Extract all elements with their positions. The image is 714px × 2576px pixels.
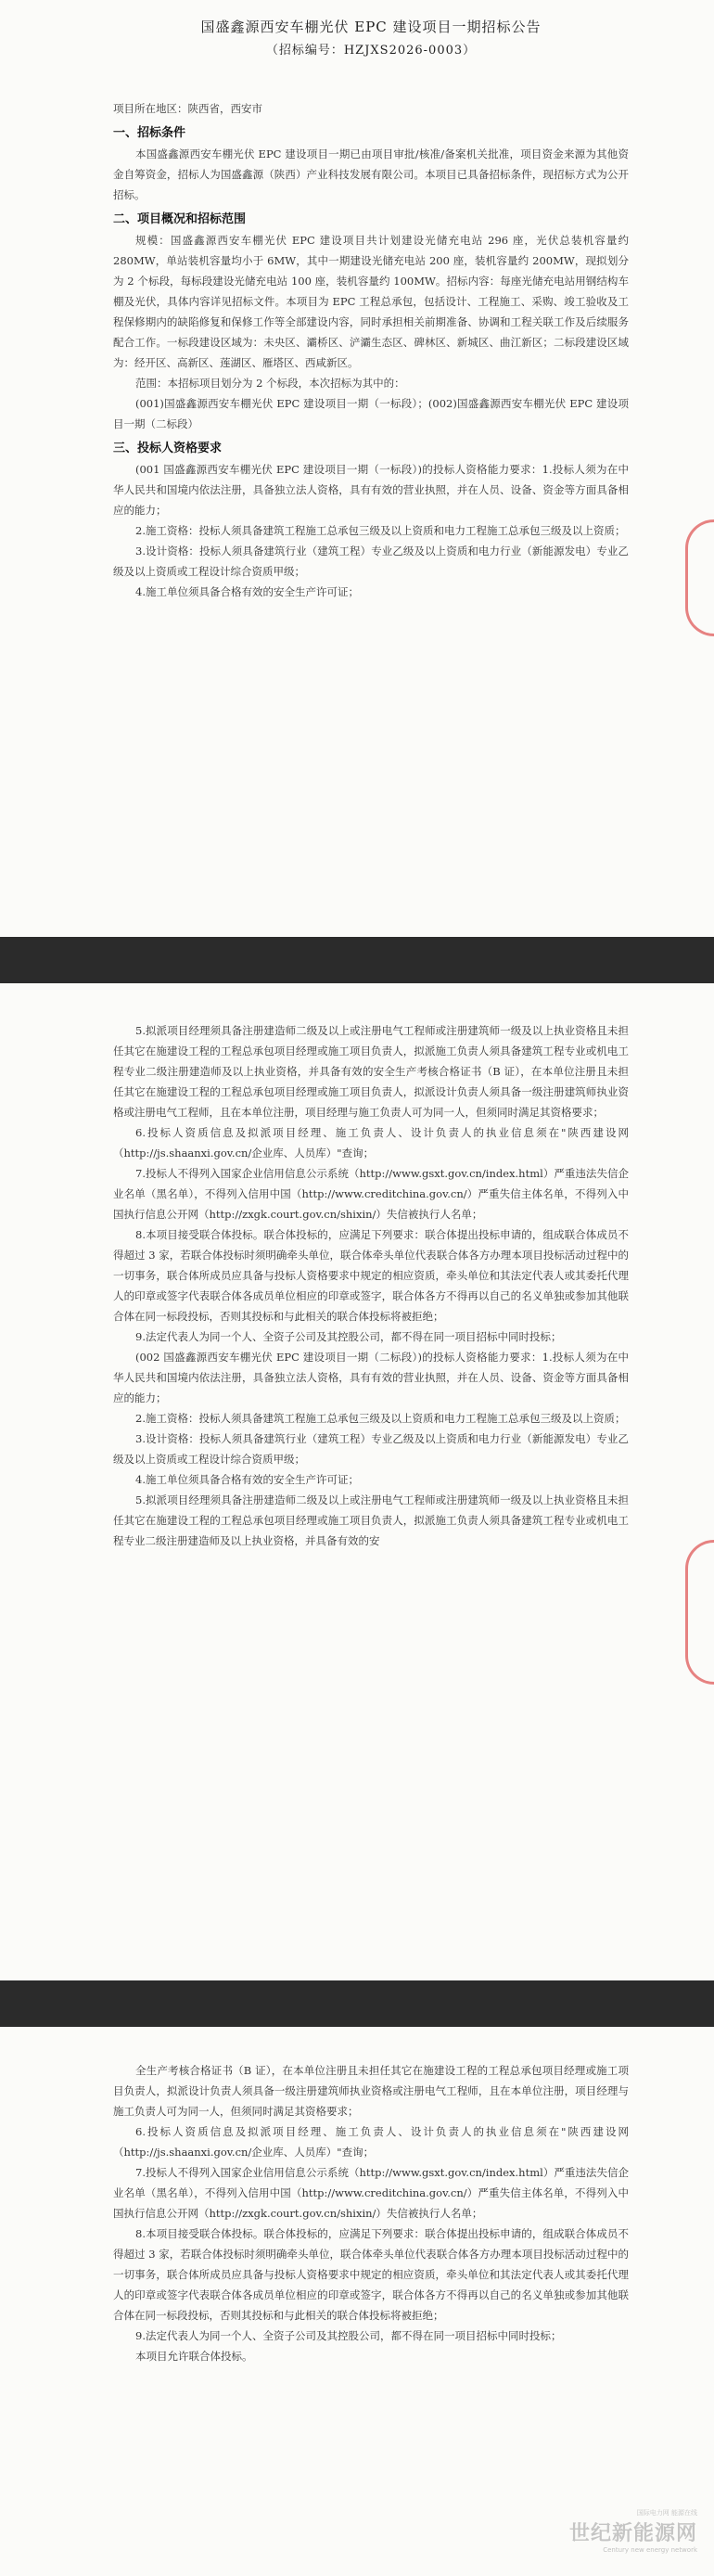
paragraph: 8.本项目接受联合体投标。联合体投标的，应满足下列要求：联合体提出投标申请的，组成联合体成员不得超过 3 家，若联合体投标时须明确牵头单位，联合体牵头单位代表联合体各方办理本项目投标活动过程中的一切事务，联合体所成员应具备与投标人资格要求中规定的相应资质，牵头单位和其法定代表人或其委托代理人的印章或签字代表联合体各成员单位相应的印章或签字，联合体各方不得再以自己的名义单独或参加其他联合体在同一标段投标，否则其投标和与此相关的联合体投标将被拒绝； — [113, 1228, 629, 1323]
page-1 — [0, 0, 714, 937]
paragraph: 4.施工单位须具备合格有效的安全生产许可证； — [135, 1473, 359, 1486]
red-seal-stamp — [685, 1540, 714, 1685]
document-title: 国盛鑫源西安车棚光伏 EPC 建设项目一期招标公告 — [200, 19, 542, 35]
watermark-tagline: 国际电力网 能源在线 — [636, 2509, 697, 2517]
project-location: 项目所在地区：陕西省，西安市 — [113, 102, 262, 115]
paragraph: 3.设计资格：投标人须具备建筑行业（建筑工程）专业乙级及以上资质和电力行业（新能源发电）专业乙级及以上资质或工程设计综合资质甲级； — [113, 545, 629, 578]
paragraph: 2.施工资格：投标人须具备建筑工程施工总承包三级及以上资质和电力工程施工总承包三级及以上资质； — [135, 524, 626, 537]
paragraph: 5.拟派项目经理须具备注册建造师二级及以上或注册电气工程师或注册建筑师一级及以上执业资格且未担任其它在施建设工程的工程总承包项目经理或施工项目负责人，拟派施工负责人须具备建筑工程专业或机电工程专业二级注册建造师及以上执业资格，并具备有效的安全生产考核合格证书（B 证），在本单位注册且未担任其它在施建设工程的工程总承包项目经理或施工项目负责人，拟派设计负责人须具备一级注册建筑师执业资格或注册电气工程师，且在本单位注册，项目经理与施工负责人可为同一人，但须同时满足其资格要求； — [113, 1024, 629, 1119]
paragraph: 6.投标人资质信息及拟派项目经理、施工负责人、设计负责人的执业信息须在"陕西建设网（http://js.shaanxi.gov.cn/企业库、人员库）"查询； — [113, 2125, 629, 2159]
paragraph: 全生产考核合格证书（B 证），在本单位注册且未担任其它在施建设工程的工程总承包项目经理或施工项目负责人，拟派设计负责人须具备一级注册建筑师执业资格或注册电气工程师，且在本单位注册，项目经理与施工负责人可为同一人，但须同时满足其资格要求； — [113, 2064, 629, 2118]
paragraph: 范围：本招标项目划分为 2 个标段，本次招标为其中的： — [135, 377, 405, 390]
paragraph: 本项目允许联合体投标。 — [135, 2350, 253, 2363]
paragraph: (001)国盛鑫源西安车棚光伏 EPC 建设项目一期（一标段）；(002)国盛鑫源西安车棚光伏 EPC 建设项目一期（二标段） — [113, 397, 629, 430]
section-heading-3: 三、投标人资格要求 — [113, 442, 223, 455]
paragraph: (001 国盛鑫源西安车棚光伏 EPC 建设项目一期（一标段）)的投标人资格能力要求：1.投标人须为在中华人民共和国境内依法注册，具备独立法人资格，具有有效的营业执照，并在人员、设备、资金等方面具备相应的能力； — [113, 463, 629, 517]
paragraph: 5.拟派项目经理须具备注册建造师二级及以上或注册电气工程师或注册建筑师一级及以上执业资格且未担任其它在施建设工程的工程总承包项目经理或施工项目负责人，拟派施工负责人须具备建筑工程专业或机电工程专业二级注册建造师及以上执业资格，并具备有效的安 — [113, 1493, 629, 1547]
watermark-logo: 世纪新能源网 — [568, 2522, 697, 2545]
section-heading-1: 一、招标条件 — [113, 126, 186, 140]
paragraph: 7.投标人不得列入国家企业信用信息公示系统（http://www.gsxt.gov.cn/index.html）严重违法失信企业名单（黑名单），不得列入信用中国（http://www.creditchina.gov.cn/）严重失信主体名单，不得列入中国执行信息公开网（http://zxgk.court.gov.cn/shixin/）失信被执行人名单； — [113, 1167, 629, 1221]
watermark-url: Century new energy network — [603, 2546, 697, 2554]
paragraph: (002 国盛鑫源西安车棚光伏 EPC 建设项目一期（二标段）)的投标人资格能力要求：1.投标人须为在中华人民共和国境内依法注册，具备独立法人资格，具有有效的营业执照，并在人员、设备、资金等方面具备相应的能力； — [113, 1351, 629, 1404]
paragraph: 规模：国盛鑫源西安车棚光伏 EPC 建设项目共计划建设光储充电站 296 座，光伏总装机容量约 280MW，单站装机容量均小于 6MW，其中一期建设光储充电站 200 座，装机容量约 200MW，现拟划分为 2 个标段，每标段建设光储充电站 100 座，装机容量约 100MW。招标内容：每座光储充电站用钢结构车棚及光伏，具体内容详见招标文件。本项目为 EPC 工程总承包，包括设计、工程施工、采购、竣工验收及工程保修期内的缺陷修复和保修工作等全部建设内容，同时承担相关前期准备、协调和工程关联工作及后续服务配合工作。一标段建设区域为：未央区、灞桥区、浐灞生态区、碑林区、新城区、曲江新区；二标段建设区域为：经开区、高新区、莲湖区、雁塔区、西咸新区。 — [113, 234, 629, 369]
page-3 — [0, 2027, 714, 2576]
paragraph: 本国盛鑫源西安车棚光伏 EPC 建设项目一期已由项目审批/核准/备案机关批准，项目资金来源为其他资金自筹资金，招标人为国盛鑫源（陕西）产业科技发展有限公司。本项目已具备招标条件，现招标方式为公开招标。 — [113, 147, 629, 201]
paragraph: 9.法定代表人为同一个人、全资子公司及其控股公司，都不得在同一项目招标中同时投标； — [135, 1330, 562, 1343]
tender-number: （招标编号：HZJXS2026-0003） — [265, 44, 477, 58]
paragraph: 8.本项目接受联合体投标。联合体投标的，应满足下列要求：联合体提出投标申请的，组成联合体成员不得超过 3 家，若联合体投标时须明确牵头单位，联合体牵头单位代表联合体各方办理本项目投标活动过程中的一切事务，联合体所成员应具备与投标人资格要求中规定的相应资质，牵头单位和其法定代表人或其委托代理人的印章或签字代表联合体各成员单位相应的印章或签字，联合体各方不得再以自己的名义单独或参加其他联合体在同一标段投标，否则其投标和与此相关的联合体投标将被拒绝； — [113, 2227, 629, 2322]
paragraph: 9.法定代表人为同一个人、全资子公司及其控股公司，都不得在同一项目招标中同时投标； — [135, 2329, 562, 2342]
paragraph: 2.施工资格：投标人须具备建筑工程施工总承包三级及以上资质和电力工程施工总承包三级及以上资质； — [135, 1412, 626, 1425]
paragraph: 3.设计资格：投标人须具备建筑行业（建筑工程）专业乙级及以上资质和电力行业（新能源发电）专业乙级及以上资质或工程设计综合资质甲级； — [113, 1432, 629, 1466]
paragraph: 6.投标人资质信息及拟派项目经理、施工负责人、设计负责人的执业信息须在"陕西建设网（http://js.shaanxi.gov.cn/企业库、人员库）"查询； — [113, 1126, 629, 1160]
site-watermark — [558, 2508, 697, 2554]
page-2 — [0, 983, 714, 1980]
section-heading-2: 二、项目概况和招标范围 — [113, 212, 247, 226]
paragraph: 7.投标人不得列入国家企业信用信息公示系统（http://www.gsxt.gov.cn/index.html）严重违法失信企业名单（黑名单），不得列入信用中国（http://www.creditchina.gov.cn/）严重失信主体名单，不得列入中国执行信息公开网（http://zxgk.court.gov.cn/shixin/）失信被执行人名单； — [113, 2166, 629, 2220]
red-seal-stamp — [685, 519, 714, 636]
paragraph: 4.施工单位须具备合格有效的安全生产许可证； — [135, 585, 359, 598]
